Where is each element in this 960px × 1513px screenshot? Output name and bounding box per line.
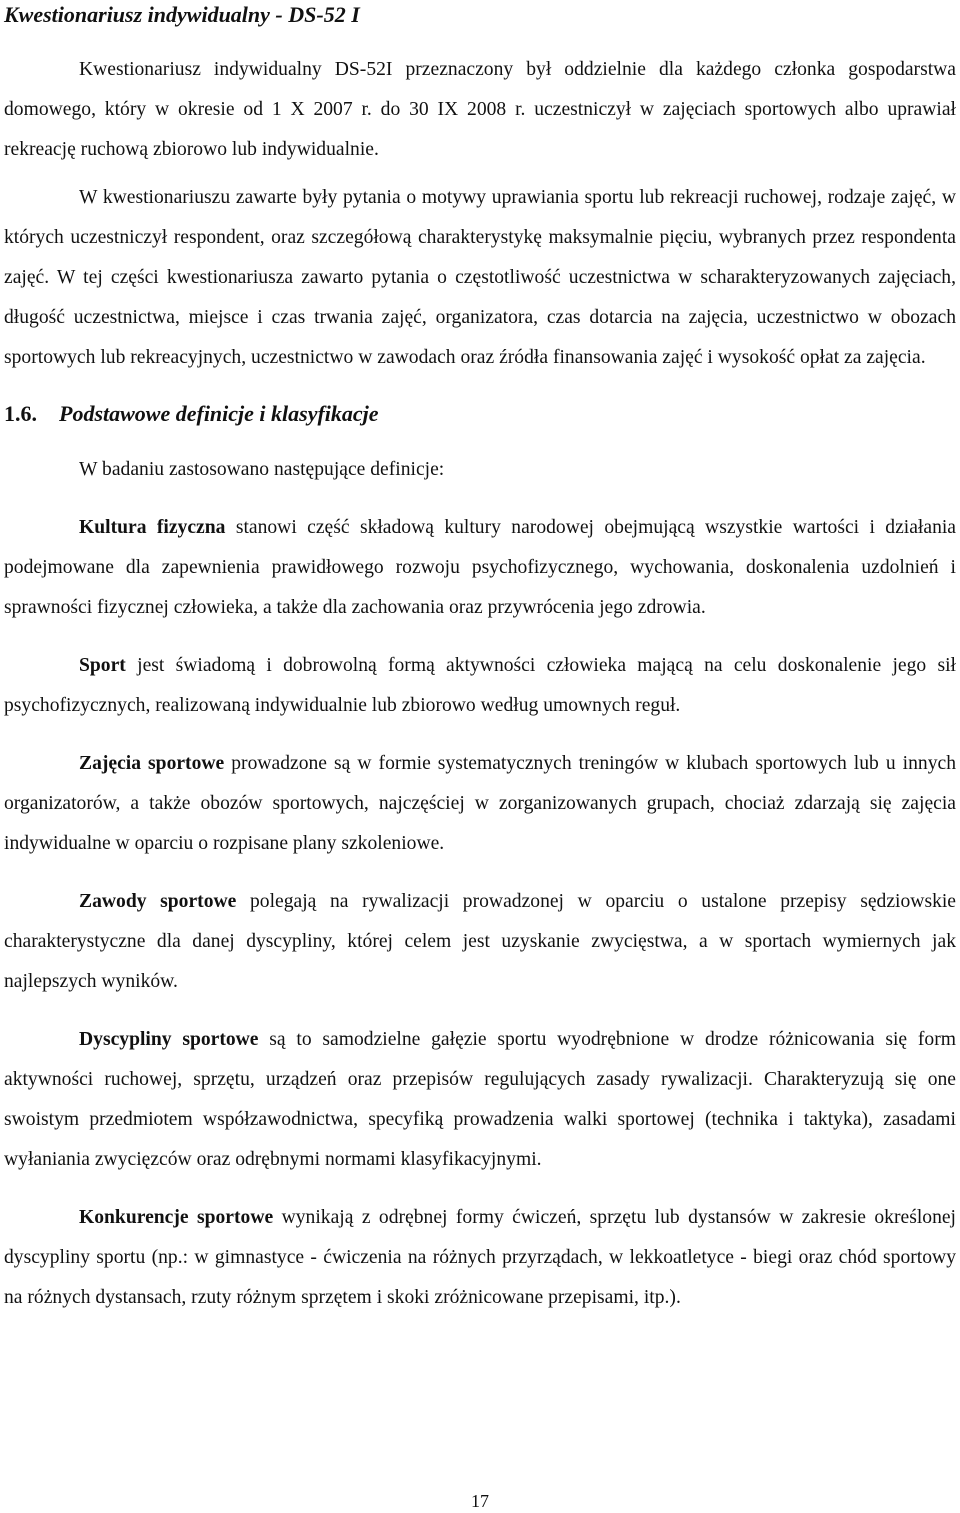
definition-text: prowadzone są w formie systematycznych treningów w klubach sportowych lub u innych organizatorów, a także obozów sportowych, najczęściej w zorganizowanych grupach, chociaż zdarzają się zajęcia indywidualne w oparciu o rozpisane plany szkoleniowe.: [4, 753, 956, 854]
document-page: [4, 0, 956, 1318]
definition-term: Zawody sportowe: [79, 891, 237, 912]
definitions-lead: W badaniu zastosowano następujące definicje:: [79, 459, 445, 480]
section-number: 1.6.: [4, 401, 37, 426]
intro-paragraph: Kwestionariusz indywidualny DS-52I przeznaczony był oddzielnie dla każdego członka gospodarstwa domowego, który w okresie od 1 X 2007 r. do 30 IX 2008 r. uczestniczył w zajęciach sportowych albo uprawiał rekreację ruchową zbiorowo lub indywidualnie.: [4, 59, 956, 160]
definition-sport: [4, 646, 956, 726]
definition-text: są to samodzielne gałęzie sportu wyodrębnione w drodze różnicowania się form aktywności ruchowej, sprzętu, urządzeń oraz przepisów regulujących zasady rywalizacji. Charakteryzują się one swoistym przedmiotem współzawodnictwa, specyfiką prowadzenia walki sportowej (technika i taktyka), zasadami wyłaniania zwycięzców oraz odrębnymi normami klasyfikacyjnymi.: [4, 1029, 956, 1170]
definition-kultura-fizyczna: [4, 508, 956, 628]
definition-text: polegają na rywalizacji prowadzonej w oparciu o ustalone przepisy sędziowskie charakterystyczne dla danej dyscypliny, której celem jest uzyskanie zwycięstwa, a w sportach wymiernych jak najlepszych wyników.: [4, 891, 957, 992]
definition-text: wynikają z odrębnej formy ćwiczeń, sprzętu lub dystansów w zakresie określonej dyscypliny sportu (np.: w gimnastyce - ćwiczenia na różnych przyrządach, w lekkoatletyce - biegi oraz chód sportowy na różnych dystansach, rzuty różnym sprzętem i skoki zróżnicowane przepisami, itp.).: [4, 1207, 957, 1308]
definition-zawody-sportowe: [4, 882, 956, 1002]
section-title: [4, 398, 956, 430]
definition-text: stanowi część składową kultury narodowej obejmującą wszystkie wartości i działania podejmowane dla zapewnienia prawidłowego rozwoju psychofizycznego, wychowania, doskonalenia uzdolnień i sprawności fizycznej człowieka, a także dla zachowania oraz przywrócenia jego zdrowia.: [4, 517, 957, 618]
definition-konkurencje-sportowe: [4, 1198, 956, 1318]
definition-term: Sport: [79, 655, 126, 676]
section-title-text: Podstawowe definicje i klasyfikacje: [59, 401, 379, 426]
definition-term: Konkurencje sportowe: [79, 1207, 274, 1228]
definition-term: Zajęcia sportowe: [79, 753, 225, 774]
definition-zajecia-sportowe: [4, 744, 956, 864]
questionnaire-content-paragraph: W kwestionariuszu zawarte były pytania o motywy uprawiania sportu lub rekreacji ruchowej, rodzaje zajęć, w których uczestniczył respondent, oraz szczegółową charakterystykę maksymalnie pięciu, wybranych przez respondenta zajęć. W tej części kwestionariusza zawarto pytania o częstotliwość uczestnictwa w scharakteryzowanych zajęciach, długość uczestnictwa, miejsce i czas trwania zajęć, organizatora, czas dotarcia na zajęcia, uczestnictwo w obozach sportowych lub rekreacyjnych, uczestnictwo w zawodach oraz źródła finansowania zajęć i wysokość opłat za zajęcia.: [4, 187, 956, 368]
definition-term: Dyscypliny sportowe: [79, 1029, 259, 1050]
definition-term: Kultura fizyczna: [79, 517, 226, 538]
definition-dyscypliny-sportowe: [4, 1020, 956, 1180]
definition-text: jest świadomą i dobrowolną formą aktywności człowieka mającą na celu doskonalenie jego sił psychofizycznych, realizowaną indywidualnie lub zbiorowo według umownych reguł.: [4, 655, 956, 716]
document-heading: Kwestionariusz indywidualny - DS-52 I: [4, 2, 360, 27]
page-number: 17: [471, 1491, 489, 1511]
